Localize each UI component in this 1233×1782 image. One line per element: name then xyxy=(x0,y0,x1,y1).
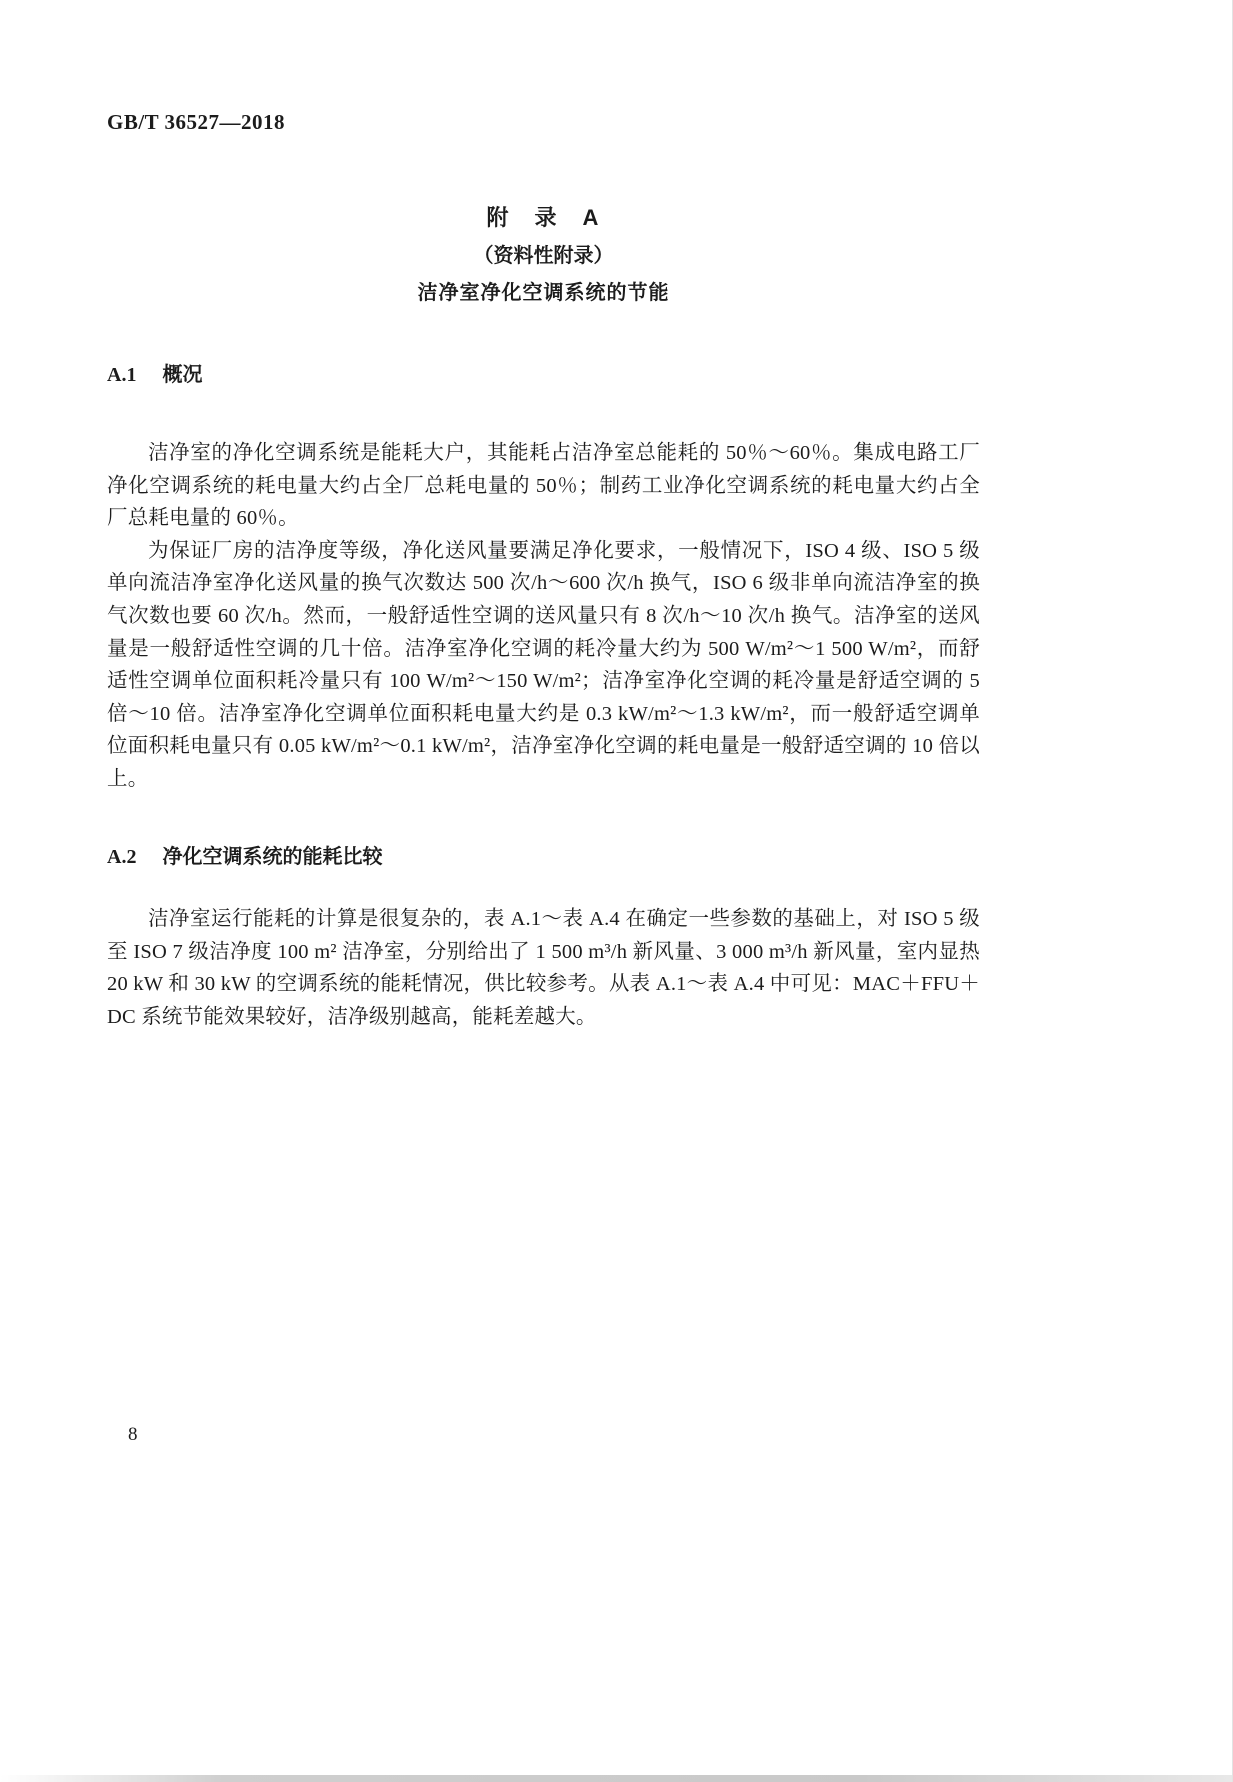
section-a2-body xyxy=(107,903,980,1033)
page-number: 8 xyxy=(128,1424,138,1445)
scan-artifact-bottom-edge xyxy=(0,1775,1232,1782)
section-title: 净化空调系统的能耗比较 xyxy=(162,846,383,868)
section-number: A.1 xyxy=(107,364,137,386)
appendix-label: 附 录 A xyxy=(486,205,601,230)
section-number: A.2 xyxy=(107,846,137,868)
appendix-type-label: （资料性附录） xyxy=(473,245,614,267)
appendix-title-block xyxy=(107,198,980,312)
appendix-subject-title: 洁净室净化空调系统的节能 xyxy=(417,282,670,304)
section-heading-a1 xyxy=(107,358,980,387)
section-title: 概况 xyxy=(162,364,203,386)
section-a1-body xyxy=(107,437,980,796)
paragraph: 洁净室运行能耗的计算是很复杂的，表 A.1～表 A.4 在确定一些参数的基础上，对 ISO 5 级至 ISO 7 级洁净度 100 m² 洁净室，分别给出了 1 500 m³/h 新风量、3 000 m³/h 新风量，室内显热 20 kW 和 30 kW 的空调系统的能耗情况，供比较参考。从表 A.1～表 A.4 中可见：MAC＋FFU＋DC 系统节能效果较好，洁净级别越高，能耗差越大。 xyxy=(107,908,980,1028)
standard-number-header: GB/T 36527—2018 xyxy=(107,110,286,134)
paragraph: 洁净室的净化空调系统是能耗大户，其能耗占洁净室总能耗的 50％～60％。集成电路工厂净化空调系统的耗电量大约占全厂总耗电量的 50％；制药工业净化空调系统的耗电量大约占全厂总耗电量的 60％。 xyxy=(107,442,980,530)
paragraph: 为保证厂房的洁净度等级，净化送风量要满足净化要求，一般情况下，ISO 4 级、ISO 5 级单向流洁净室净化送风量的换气次数达 500 次/h～600 次/h 换气，ISO 6 级非单向流洁净室的换气次数也要 60 次/h。然而，一般舒适性空调的送风量只有 8 次/h～10 次/h 换气。洁净室的送风量是一般舒适性空调的几十倍。洁净室净化空调的耗冷量大约为 500 W/m²～1 500 W/m²，而舒适性空调单位面积耗冷量只有 100 W/m²～150 W/m²；洁净室净化空调的耗冷量是舒适空调的 5 倍～10 倍。洁净室净化空调单位面积耗电量大约是 0.3 kW/m²～1.3 kW/m²，而一般舒适空调单位面积耗电量只有 0.05 kW/m²～0.1 kW/m²，洁净室净化空调的耗电量是一般舒适空调的 10 倍以上。 xyxy=(107,539,980,790)
section-heading-a2 xyxy=(107,840,980,869)
